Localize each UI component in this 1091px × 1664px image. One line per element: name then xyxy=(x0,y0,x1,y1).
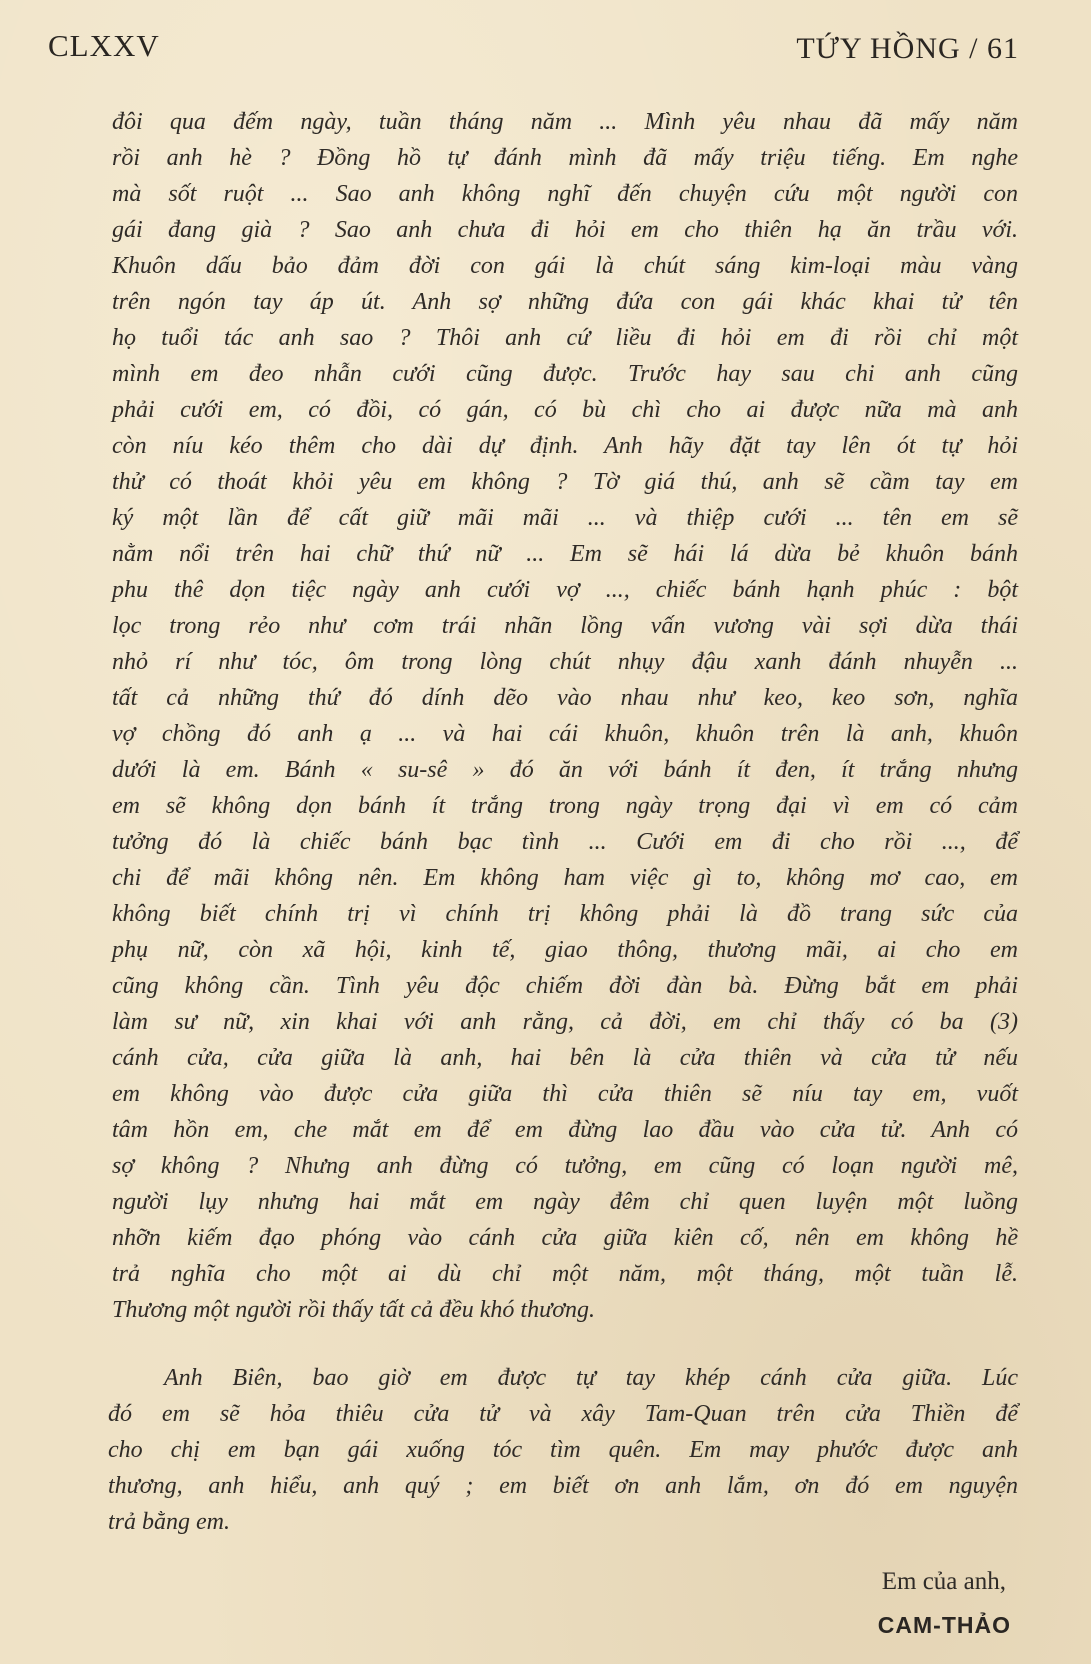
text-line: cũng không cần. Tình yêu độc chiếm đời đàn bà. Đừng bắt em phải xyxy=(112,973,1018,999)
text-line: làm sư nữ, xin khai với anh rằng, cả đời, em chỉ thấy có ba (3) xyxy=(112,1009,1018,1035)
text-line: ký một lần để cất giữ mãi mãi ... và thiệp cưới ... tên em sẽ xyxy=(112,505,1018,531)
text-line: nhỡn kiếm đạo phóng vào cánh cửa giữa kiên cố, nên em không hề xyxy=(112,1225,1018,1251)
text-line: còn níu kéo thêm cho dài dự định. Anh hãy đặt tay lên ót tự hỏi xyxy=(112,433,1018,459)
text-line: thử có thoát khỏi yêu em không ? Tờ giá thú, anh sẽ cầm tay em xyxy=(112,469,1018,495)
text-line: trả bằng em. xyxy=(108,1509,230,1535)
text-line: dưới là em. Bánh « su-sê » đó ăn với bánh ít đen, ít trắng nhưng xyxy=(112,757,1018,783)
text-line: sợ không ? Nhưng anh đừng có tưởng, em cũng có loạn người mê, xyxy=(112,1153,1018,1179)
text-line: lọc trong rẻo như cơm trái nhãn lồng vấn vương vài sợi dừa thái xyxy=(112,613,1018,639)
text-line: họ tuổi tác anh sao ? Thôi anh cứ liều đi hỏi em đi rồi chỉ một xyxy=(112,325,1018,351)
text-line: trả nghĩa cho một ai dù chỉ một năm, một tháng, một tuần lễ. xyxy=(112,1261,1018,1287)
text-line: trên ngón tay áp út. Anh sợ những đứa con gái khác khai tử tên xyxy=(112,289,1018,315)
text-line: phụ nữ, còn xã hội, kinh tế, giao thông, thương mãi, ai cho em xyxy=(112,937,1018,963)
text-line: Anh Biên, bao giờ em được tự tay khép cánh cửa giữa. Lúc xyxy=(164,1365,1018,1391)
text-line: thương, anh hiểu, anh quý ; em biết ơn anh lắm, ơn đó em nguyện xyxy=(108,1473,1018,1499)
text-line: nằm nổi trên hai chữ thứ nữ ... Em sẽ hái lá dừa bẻ khuôn bánh xyxy=(112,541,1018,567)
text-line: đó em sẽ hỏa thiêu cửa tử và xây Tam-Quan trên cửa Thiền để xyxy=(108,1401,1018,1427)
running-header: TỨY HỒNG / 61 xyxy=(796,32,1019,65)
text-line: em không vào được cửa giữa thì cửa thiên sẽ níu tay em, vuốt xyxy=(112,1081,1018,1107)
text-line: chi để mãi không nên. Em không ham việc gì to, không mơ cao, em xyxy=(112,865,1018,891)
text-line: em sẽ không dọn bánh ít trắng trong ngày trọng đại vì em có cảm xyxy=(112,793,1018,819)
text-line: cho chị em bạn gái xuống tóc tìm quên. Em may phước được anh xyxy=(108,1437,1018,1463)
text-line: không biết chính trị vì chính trị không phải là đồ trang sức của xyxy=(112,901,1018,927)
text-line: cánh cửa, cửa giữa là anh, hai bên là cửa thiên và cửa tử nếu xyxy=(112,1045,1018,1071)
letter-paragraph-1 xyxy=(112,104,1018,1328)
text-line: đôi qua đếm ngày, tuần tháng năm ... Mình yêu nhau đã mấy năm xyxy=(112,109,1018,135)
text-line: tưởng đó là chiếc bánh bạc tình ... Cưới em đi cho rồi ..., để xyxy=(112,829,1018,855)
chapter-number: CLXXV xyxy=(48,28,160,63)
letter-closing: Em của anh, xyxy=(881,1568,1006,1595)
text-line: phải cưới em, có đồi, có gán, có bù chì cho ai được nữa mà anh xyxy=(112,397,1018,423)
text-line: mình em đeo nhẫn cưới cũng được. Trước hay sau chi anh cũng xyxy=(112,361,1018,387)
text-line: vợ chồng đó anh ạ ... và hai cái khuôn, khuôn trên là anh, khuôn xyxy=(112,721,1018,747)
text-line: gái đang già ? Sao anh chưa đi hỏi em cho thiên hạ ăn trầu với. xyxy=(112,217,1018,243)
text-line: Khuôn dấu bảo đảm đời con gái là chút sáng kim-loại màu vàng xyxy=(112,253,1018,279)
text-line: người lụy nhưng hai mắt em ngày đêm chỉ quen luyện một luồng xyxy=(112,1189,1018,1215)
letter-signature: CAM-THẢO xyxy=(877,1612,1011,1638)
text-line: rồi anh hè ? Đồng hồ tự đánh mình đã mấy triệu tiếng. Em nghe xyxy=(112,145,1018,171)
text-line: nhỏ rí như tóc, ôm trong lòng chút nhụy đậu xanh đánh nhuyễn ... xyxy=(112,649,1018,675)
text-line: tâm hồn em, che mắt em để em đừng lao đầu vào cửa tử. Anh có xyxy=(112,1117,1018,1143)
text-line: mà sốt ruột ... Sao anh không nghĩ đến chuyện cứu một người con xyxy=(112,181,1018,207)
text-line: tất cả những thứ đó dính dẽo vào nhau như keo, keo sơn, nghĩa xyxy=(112,685,1018,711)
letter-paragraph-2 xyxy=(108,1360,1018,1540)
text-line: phu thê dọn tiệc ngày anh cưới vợ ..., chiếc bánh hạnh phúc : bột xyxy=(112,577,1018,603)
text-line: Thương một người rồi thấy tất cả đều khó thương. xyxy=(112,1297,595,1323)
